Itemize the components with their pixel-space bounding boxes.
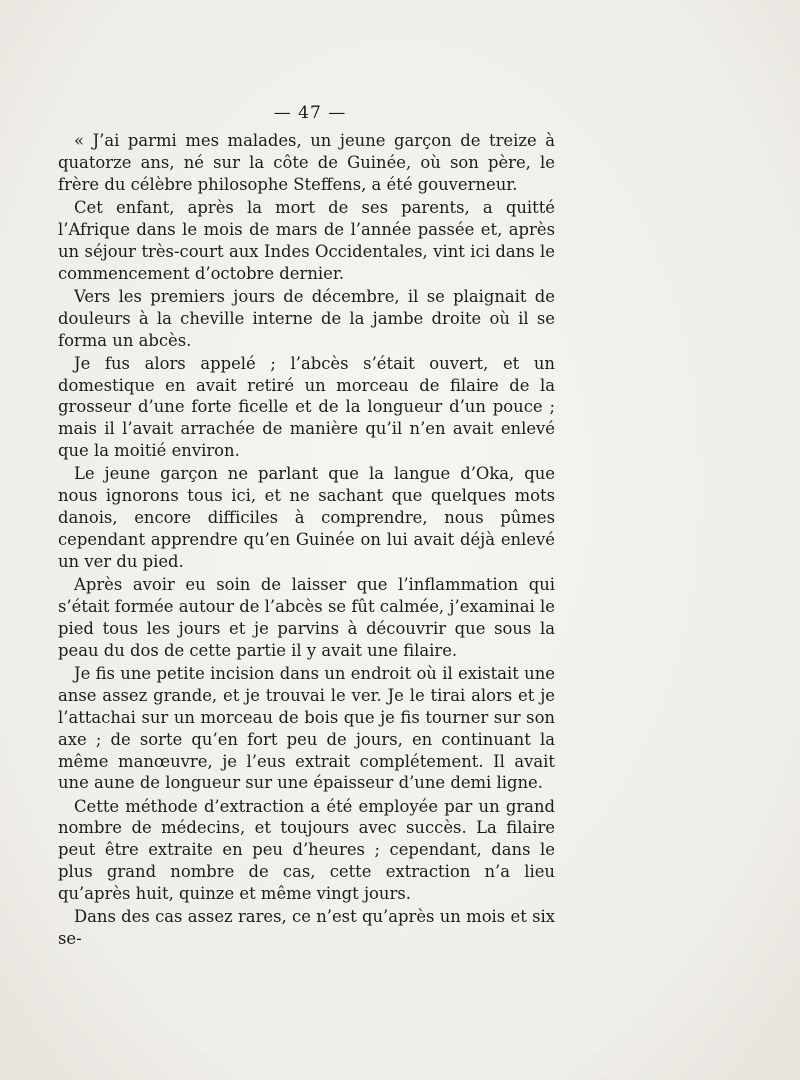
page-number: — 47 — [273,103,347,123]
paragraph: Après avoir eu soin de laisser que l’inflammation qui s’était formée autour de l’abcès se fût calmée, j’examinai le pied tous les jours et je parvins à découvrir que sous la peau du dos de cette partie il y avait une filaire. [58,575,555,660]
paragraph: Je fis une petite incision dans un endroit où il existait une anse assez grande, et je trouvai le ver. Je le tirai alors et je l’attachai sur un morceau de bois que je fis tourner sur son axe ; de sorte qu’en fort peu de jours, en continuant la même manœuvre, je l’eus extrait complétement. Il avait une aune de longueur sur une épaisseur d’une demi ligne. [58,663,555,793]
paragraph: Vers les premiers jours de décembre, il se plaignait de douleurs à la cheville interne de la jambe droite où il se forma un abcès. [58,286,555,350]
paragraph: Dans des cas assez rares, ce n’est qu’après un mois et six se- [58,907,555,949]
paragraph: Le jeune garçon ne parlant que la langue d’Oka, que nous ignorons tous ici, et ne sachant que quelques mots danois, encore difficiles à comprendre, nous pûmes cependant apprendre qu’en Guinée on lui avait déjà enlevé un ver du pied. [58,464,555,571]
paragraph: « J’ai parmi mes malades, un jeune garçon de treize à quatorze ans, né sur la côte de Guinée, où son père, le frère du célèbre philosophe Steffens, a été gouverneur. [58,131,555,194]
paragraph: Cette méthode d’extraction a été employée par un grand nombre de médecins, et toujours avec succès. La filaire peut être extraite en peu d’heures ; cependant, dans le plus grand nombre de cas, cette extraction n’a lieu qu’après huit, quinze et même vingt jours. [58,796,555,904]
paragraph: Je fus alors appelé ; l’abcès s’était ouvert, et un domestique en avait retiré un morceau de filaire de la grosseur d’une forte ficelle et de la longueur d’un pouce ; mais il l’avait arrachée de manière qu’il n’en avait enlevé que la moitié environ. [58,353,555,461]
body-text [58,130,555,951]
paragraph: Cet enfant, après la mort de ses parents, a quitté l’Afrique dans le mois de mars de l’année passée et, après un séjour très-court aux Indes Occidentales, vint ici dans le commencement d’octobre dernier. [58,197,555,283]
